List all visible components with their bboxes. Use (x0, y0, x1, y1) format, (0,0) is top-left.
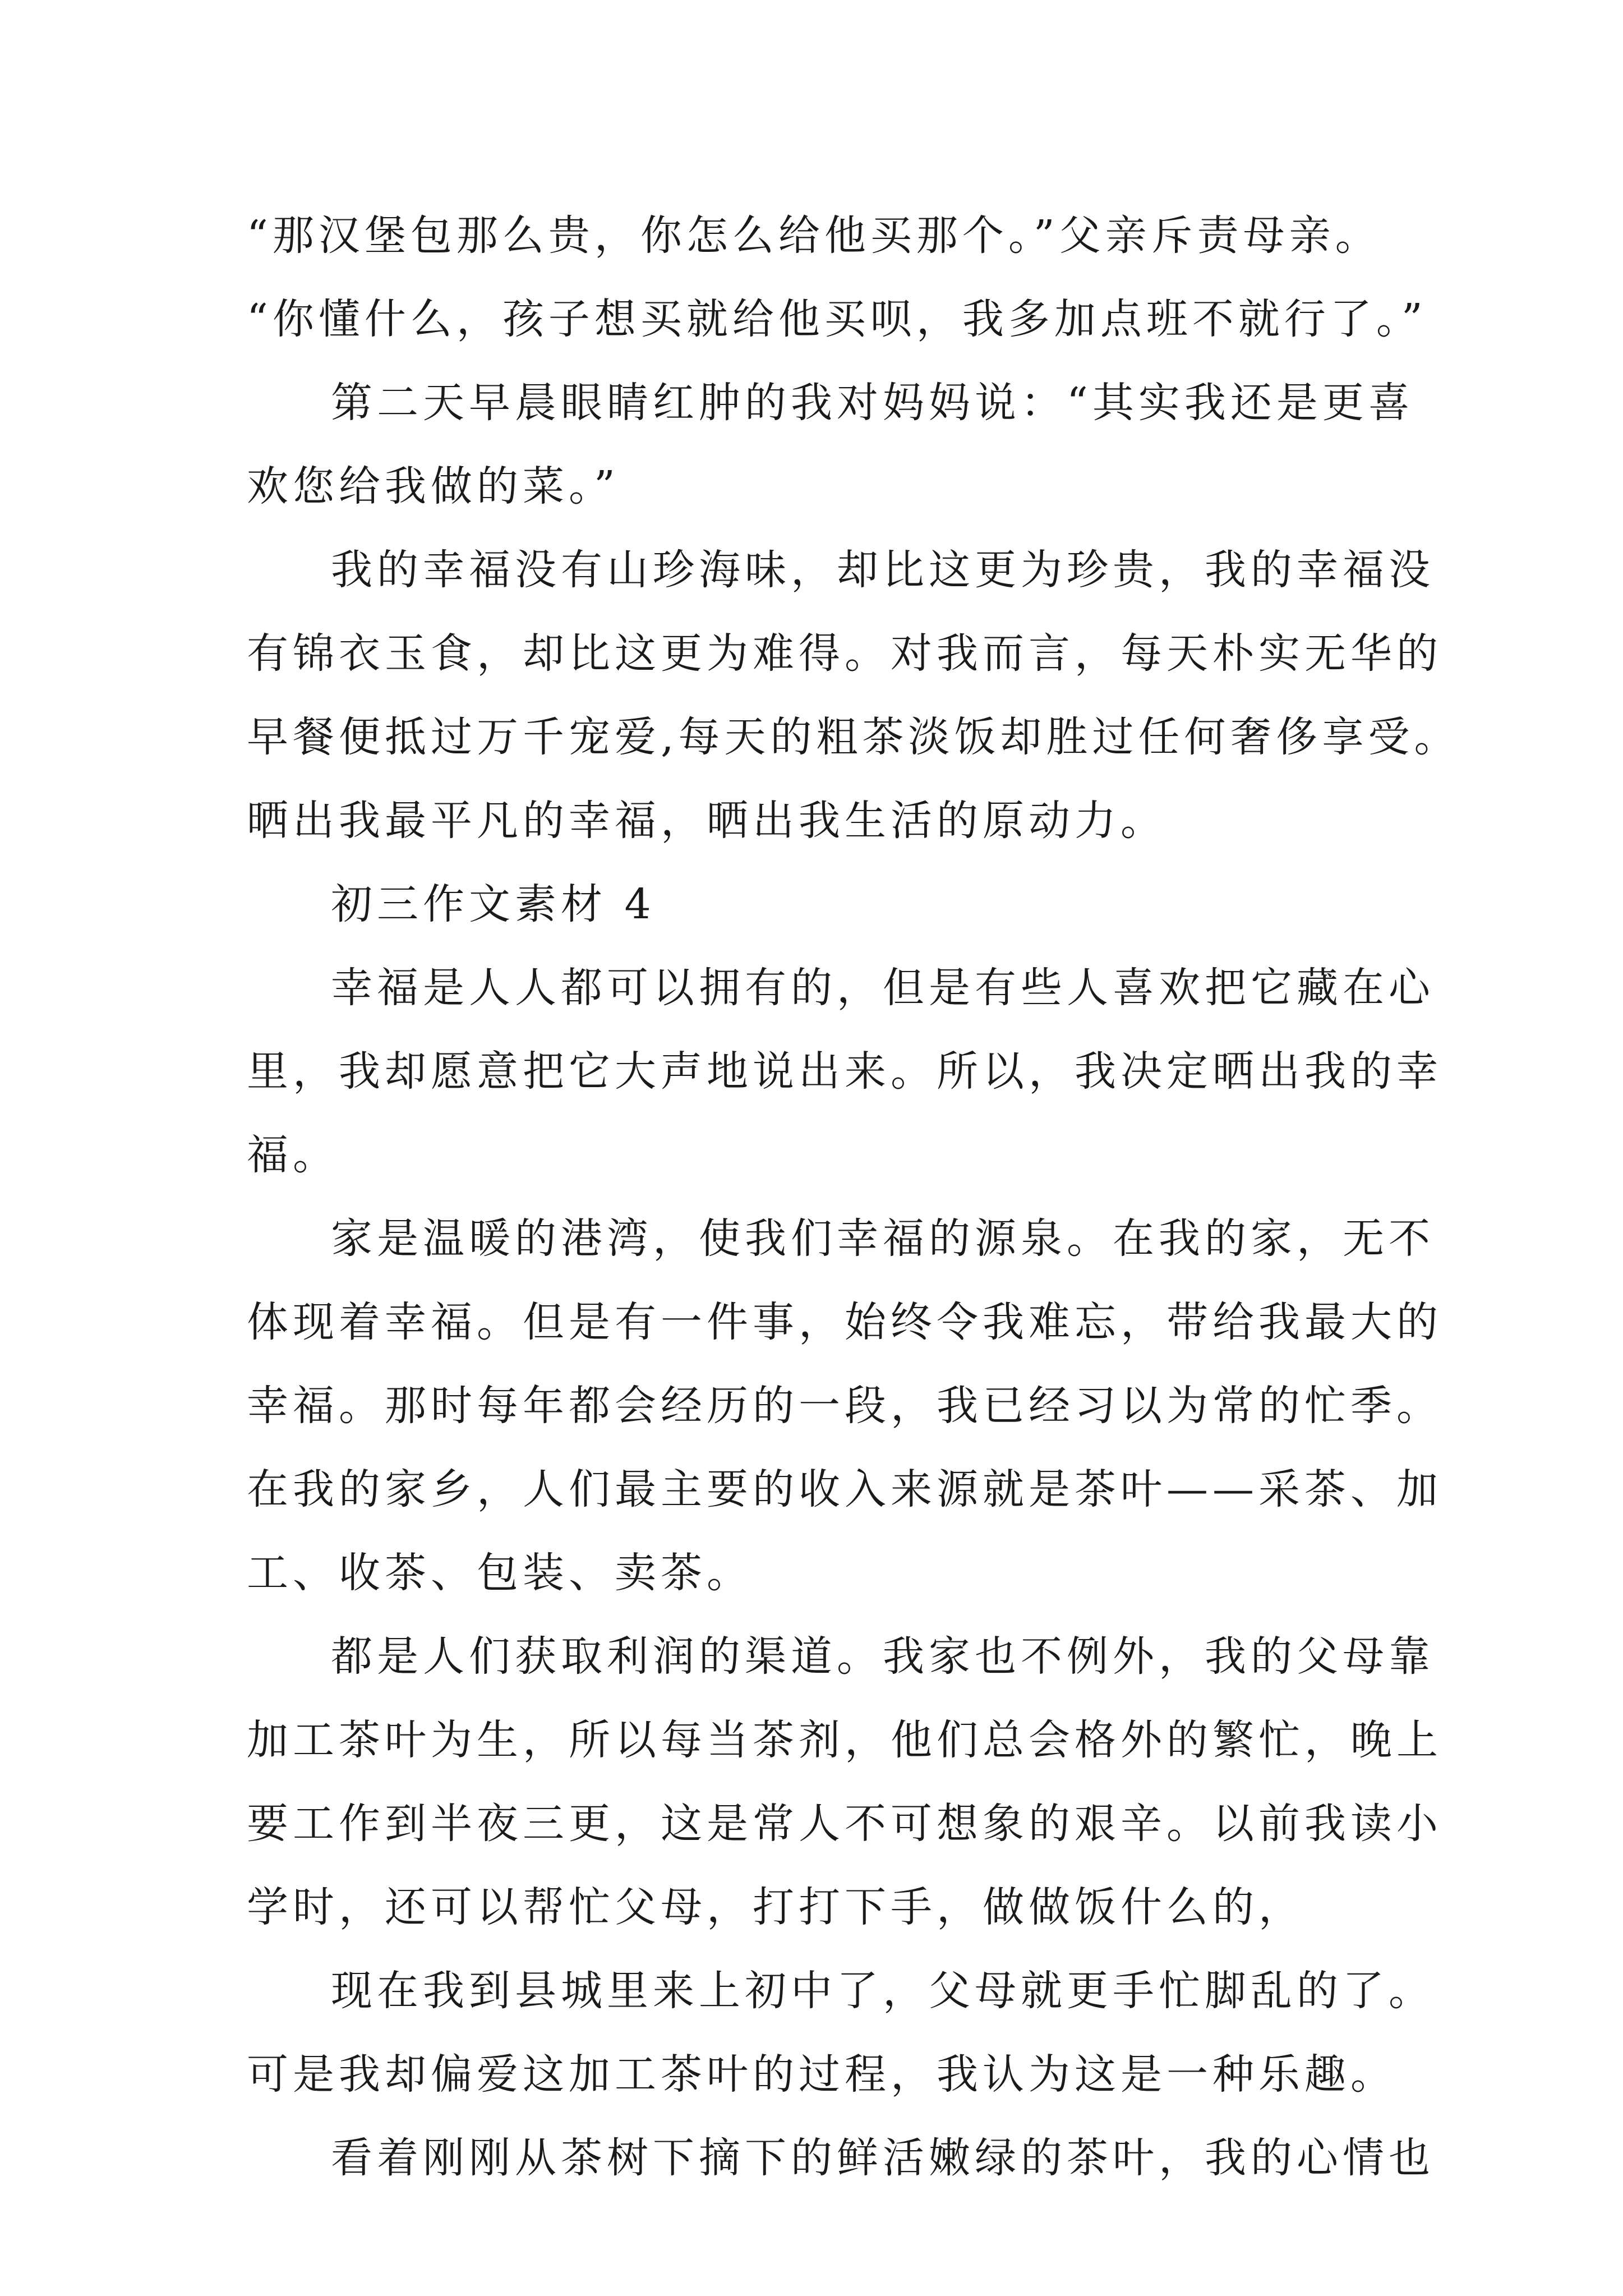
text-line: “那汉堡包那么贵，你怎么给他买那个。”父亲斥责母亲。 (247, 211, 1381, 260)
text-line: 现在我到县城里来上初中了，父母就更手忙脚乱的了。 (331, 1967, 1435, 2015)
text-line: 晒出我最平凡的幸福，晒出我生活的原动力。 (247, 797, 1166, 845)
text-line: 工、收茶、包装、卖茶。 (247, 1549, 753, 1597)
text-line: 在我的家乡，人们最主要的收入来源就是茶叶——采茶、加 (247, 1465, 1442, 1513)
text-line: 可是我却偏爱这加工茶叶的过程，我认为这是一种乐趣。 (247, 2050, 1396, 2099)
section-heading: 初三作文素材 4 (331, 880, 656, 928)
text-line: 幸福。那时每年都会经历的一段，我已经习以为常的忙季。 (247, 1382, 1442, 1430)
text-line: 早餐便抵过万千宠爱,每天的粗茶淡饭却胜过任何奢侈享受。 (247, 713, 1460, 761)
text-line: 看着刚刚从茶树下摘下的鲜活嫩绿的茶叶，我的心情也 (331, 2134, 1435, 2182)
text-line: 幸福是人人都可以拥有的，但是有些人喜欢把它藏在心 (331, 964, 1435, 1012)
text-line: “你懂什么，孩子想买就给他买呗，我多加点班不就行了。” (247, 295, 1427, 343)
text-line: 体现着幸福。但是有一件事，始终令我难忘，带给我最大的 (247, 1298, 1442, 1346)
text-line: 加工茶叶为生，所以每当茶剂，他们总会格外的繁忙，晚上 (247, 1716, 1442, 1764)
text-line: 里，我却愿意把它大声地说出来。所以，我决定晒出我的幸 (247, 1047, 1442, 1096)
text-line: 欢您给我做的菜。” (247, 462, 620, 510)
text-line: 家是温暖的港湾，使我们幸福的源泉。在我的家，无不 (331, 1214, 1435, 1263)
text-line: 福。 (247, 1131, 339, 1179)
text-line: 要工作到半夜三更，这是常人不可想象的艰辛。以前我读小 (247, 1800, 1442, 1848)
text-line: 都是人们获取利润的渠道。我家也不例外，我的父母靠 (331, 1632, 1435, 1681)
text-line: 我的幸福没有山珍海味，却比这更为珍贵，我的幸福没 (331, 546, 1435, 594)
text-line: 学时，还可以帮忙父母，打打下手，做做饭什么的， (247, 1883, 1304, 1931)
text-line: 第二天早晨眼睛红肿的我对妈妈说：“其实我还是更喜 (331, 379, 1414, 427)
text-line: 有锦衣玉食，却比这更为难得。对我而言，每天朴实无华的 (247, 629, 1442, 678)
